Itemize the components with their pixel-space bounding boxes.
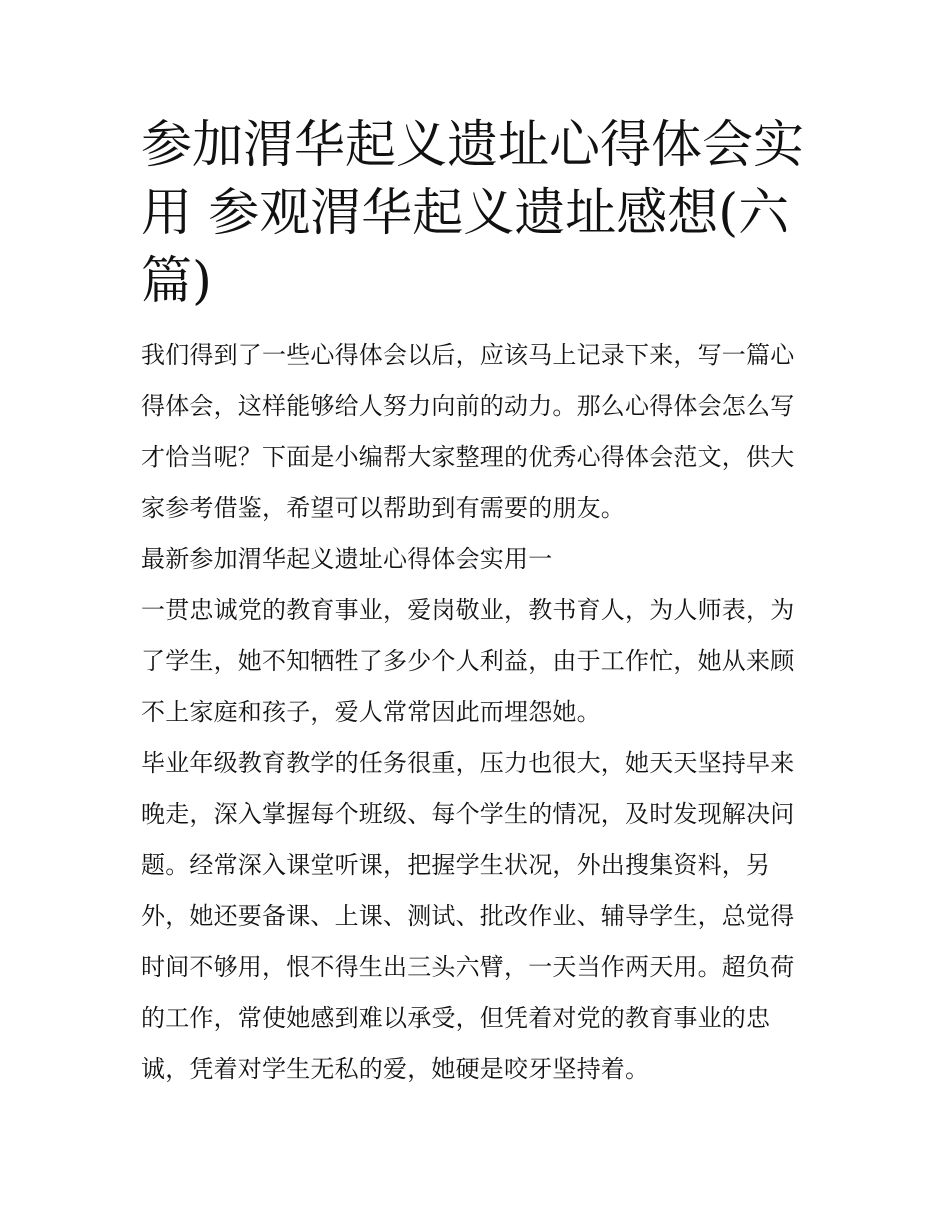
body-line: 了学生，她不知牺牲了多少个人利益，由于工作忙，她从来顾 [141, 647, 795, 675]
body-line: 的工作，常使她感到难以承受，但凭着对党的教育事业的忠 [141, 1004, 771, 1032]
body-line: 才恰当呢？下面是小编帮大家整理的优秀心得体会范文，供大 [141, 443, 795, 471]
body-line: 晚走，深入掌握每个班级、每个学生的情况，及时发现解决问 [141, 800, 795, 828]
title-line: 用 参观渭华起义遗址感想(六 [141, 184, 790, 243]
body-line: 得体会，这样能够给人努力向前的动力。那么心得体会怎么写 [141, 392, 795, 420]
title-line: 参加渭华起义遗址心得体会实 [141, 116, 805, 175]
document-body [141, 330, 821, 1095]
body-line: 家参考借鉴，希望可以帮助到有需要的朋友。 [141, 494, 625, 522]
document-content [141, 112, 821, 1095]
body-line: 不上家庭和孩子，爱人常常因此而埋怨她。 [141, 698, 601, 726]
section-heading: 最新参加渭华起义遗址心得体会实用一 [141, 545, 553, 573]
body-line: 时间不够用，恨不得生出三头六臂，一天当作两天用。超负荷 [141, 953, 795, 981]
body-line: 毕业年级教育教学的任务很重，压力也很大，她天天坚持早来 [141, 749, 795, 777]
body-line: 外，她还要备课、上课、测试、批改作业、辅导学生，总觉得 [141, 902, 795, 930]
title-line: 篇) [141, 252, 212, 311]
body-line: 诚，凭着对学生无私的爱，她硬是咬牙坚持着。 [141, 1055, 650, 1083]
document-title [141, 112, 821, 316]
body-line: 一贯忠诚党的教育事业，爱岗敬业，教书育人，为人师表，为 [141, 596, 795, 624]
body-line: 我们得到了一些心得体会以后，应该马上记录下来，写一篇心 [141, 341, 795, 369]
body-line: 题。经常深入课堂听课，把握学生状况，外出搜集资料，另 [141, 851, 771, 879]
